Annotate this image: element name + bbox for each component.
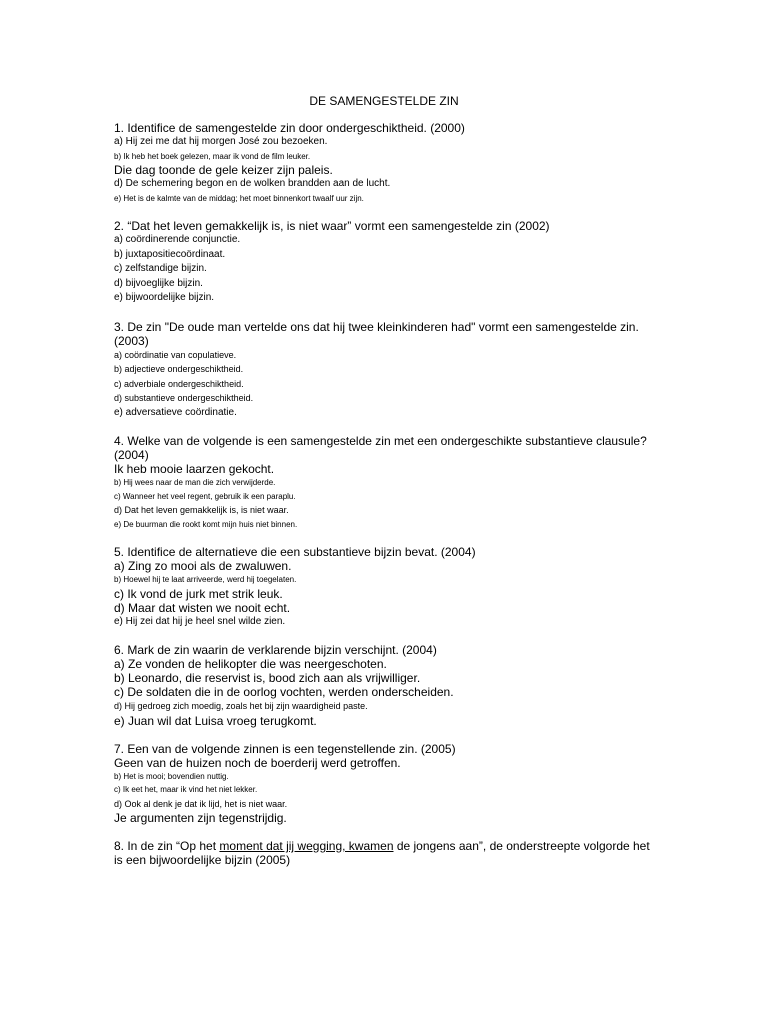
question-text: 1. Identifice de samengestelde zin door ondergeschiktheid. (2000): [114, 121, 465, 135]
question-3: [114, 320, 654, 421]
question-6: [114, 643, 654, 728]
option: c) Ik vond de jurk met strik leuk.: [114, 586, 283, 601]
question-text: 2. “Dat het leven gemakkelijk is, is niet waar” vormt een samengestelde zin (2002): [114, 219, 550, 233]
option: b) juxtapositiecoördinaat.: [114, 248, 226, 260]
option: b) adjectieve ondergeschiktheid.: [114, 364, 244, 374]
option: e) bijwoordelijke bijzin.: [114, 292, 215, 303]
option: a) Ze vonden de helikopter die was neergeschoten.: [114, 657, 387, 671]
option: c) adverbiale ondergeschiktheid.: [114, 378, 244, 389]
question-5: [114, 545, 654, 629]
option: d) Dat het leven gemakkelijk is, is niet waar.: [114, 505, 289, 515]
option: d) substantieve ondergeschiktheid.: [114, 393, 254, 403]
document-title: DE SAMENGESTELDE ZIN: [309, 94, 459, 108]
question-text: 4. Welke van de volgende is een samengestelde zin met een ondergeschikte substantieve clausule? (2004): [114, 434, 647, 462]
question-text: 3. De zin "De oude man vertelde ons dat hij twee kleinkinderen had" vormt een samengestelde zin. (2003): [114, 319, 639, 348]
option: d) bijvoeglijke bijzin.: [114, 277, 203, 289]
option: b) Leonardo, die reservist is, bood zich aan als vrijwilliger.: [114, 671, 421, 685]
question-7: [114, 742, 654, 826]
option: c) Ik eet het, maar ik vind het niet lekker.: [114, 785, 258, 794]
option: b) Het is mooi; bovendien nuttig.: [114, 771, 229, 781]
question-text: 7. Een van de volgende zinnen is een tegenstellende zin. (2005): [114, 741, 456, 756]
option: e) Juan wil dat Luisa vroeg terugkomt.: [114, 713, 317, 728]
option: c) De soldaten die in de oorlog vochten, werden onderscheiden.: [114, 685, 454, 699]
option: e) Het is de kalmte van de middag; het moet binnenkort twaalf uur zijn.: [114, 193, 364, 203]
option: e) Hij zei dat hij je heel snel wilde zien.: [114, 615, 286, 627]
question-2: [114, 219, 654, 306]
option: a) Zing zo mooi als de zwaluwen.: [114, 559, 292, 573]
option: Geen van de huizen noch de boerderij werd getroffen.: [114, 755, 401, 770]
question-text-end: de jongens aan”, de onderstreepte volgorde het is een bijwoordelijke bijzin (2005): [114, 839, 650, 867]
option: b) Hoewel hij te laat arriveerde, werd hij toegelaten.: [114, 575, 297, 584]
option: d) De schemering begon en de wolken brandden aan de lucht.: [114, 178, 391, 189]
option: Je argumenten zijn tegenstrijdig.: [114, 811, 287, 825]
option: c) Wanneer het veel regent, gebruik ik een paraplu.: [114, 491, 296, 501]
option: Die dag toonde de gele keizer zijn paleis.: [114, 163, 333, 177]
question-4: [114, 434, 654, 531]
option: c) zelfstandige bijzin.: [114, 263, 207, 274]
option: e) adversatieve coördinatie.: [114, 406, 237, 418]
option: d) Maar dat wisten we nooit echt.: [114, 600, 291, 615]
question-text-start: 8. In de zin “Op het: [114, 839, 220, 853]
question-1: [114, 121, 654, 205]
option: e) De buurman die rookt komt mijn huis niet binnen.: [114, 519, 298, 529]
question-8: [114, 839, 654, 867]
option: b) Ik heb het boek gelezen, maar ik vond de film leuker.: [114, 151, 311, 161]
question-list: [114, 121, 654, 881]
option: a) coördinatie van copulatieve.: [114, 349, 237, 360]
option: b) Hij wees naar de man die zich verwijderde.: [114, 478, 276, 487]
option: d) Ook al denk je dat ik lijd, het is niet waar.: [114, 798, 288, 809]
question-text: 6. Mark de zin waarin de verklarende bijzin verschijnt. (2004): [114, 643, 437, 657]
underlined-phrase: moment dat jij wegging, kwamen: [219, 839, 394, 853]
option: d) Hij gedroeg zich moedig, zoals het bij zijn waardigheid paste.: [114, 701, 368, 711]
question-text: [114, 839, 654, 867]
question-text: 5. Identifice de alternatieve die een substantieve bijzin bevat. (2004): [114, 545, 476, 559]
option: a) Hij zei me dat hij morgen José zou bezoeken.: [114, 136, 328, 147]
option: Ik heb mooie laarzen gekocht.: [114, 462, 275, 476]
option: a) coördinerende conjunctie.: [114, 234, 241, 245]
